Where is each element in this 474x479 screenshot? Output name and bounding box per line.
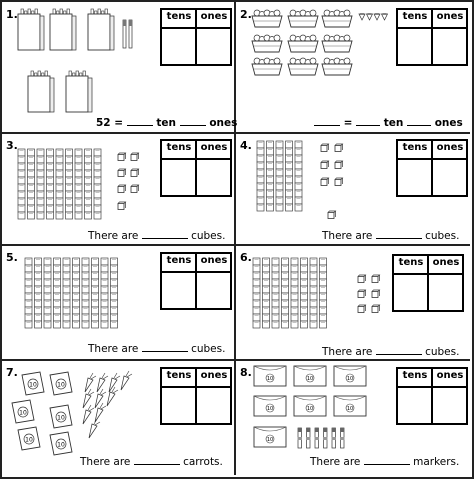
equation-line	[314, 116, 463, 129]
bag-label: 10	[25, 436, 33, 444]
answer-blank[interactable]	[142, 342, 188, 352]
marker-box-icon	[50, 9, 76, 50]
marker-pack-icon	[254, 427, 286, 447]
ten-rod-icon	[56, 149, 63, 219]
ten-rod-icon	[282, 258, 289, 328]
problem-number: 8.	[240, 366, 252, 379]
unit-cube-icon	[358, 305, 366, 313]
sentence-end: cubes.	[191, 230, 226, 242]
marker-icon	[332, 428, 337, 448]
row-divider	[0, 132, 470, 134]
marker-pack-icon	[254, 366, 286, 386]
equals-sign: =	[114, 117, 124, 129]
ten-rod-icon	[101, 258, 108, 328]
ten-rod-icon	[28, 149, 35, 219]
marker-icon	[306, 428, 311, 448]
equation-value: 52	[96, 117, 111, 129]
sentence-start: There are	[322, 230, 373, 242]
place-value-table[interactable]	[396, 8, 468, 66]
answer-sentence	[88, 342, 225, 355]
ten-rod-icon	[301, 258, 308, 328]
carrot-bag-icon	[50, 432, 72, 455]
ten-rod-icon	[82, 258, 89, 328]
tens-header: tens	[166, 255, 192, 266]
marker-icon	[123, 20, 126, 48]
pack-label: 10	[346, 376, 354, 382]
ones-answer-blank[interactable]	[180, 116, 206, 126]
place-value-table[interactable]	[160, 252, 232, 310]
strawberry-basket-icon	[252, 35, 282, 52]
ten-word: ten	[383, 117, 404, 129]
strawberry-basket-icon	[322, 58, 352, 75]
tens-header: tens	[402, 142, 428, 153]
marker-box-icon	[28, 71, 54, 112]
row-divider	[0, 359, 470, 361]
unit-cube-icon	[372, 290, 380, 298]
tens-answer-blank[interactable]	[127, 116, 153, 126]
strawberry-basket-icon	[288, 35, 318, 52]
sentence-end: markers.	[413, 456, 460, 468]
place-value-table[interactable]	[396, 367, 468, 425]
ones-word: ones	[209, 117, 238, 129]
ten-rod-icon	[320, 258, 327, 328]
unit-cube-icon	[335, 161, 343, 169]
sentence-end: cubes.	[425, 230, 460, 242]
ten-rod-icon	[276, 141, 283, 211]
pack-label: 10	[346, 406, 354, 412]
ten-rod-icon	[257, 141, 264, 211]
sentence-start: There are	[80, 456, 131, 468]
strawberry-basket-icon	[252, 58, 282, 75]
ten-rod-icon	[310, 258, 317, 328]
ones-header: ones	[432, 257, 460, 268]
ten-rod-icon	[94, 149, 101, 219]
strawberry-basket-icon	[288, 58, 318, 75]
answer-blank[interactable]	[364, 455, 410, 465]
ten-rod-icon	[111, 258, 118, 328]
marker-icon	[315, 428, 320, 448]
ten-rod-icon	[267, 141, 274, 211]
bag-label: 10	[19, 409, 27, 417]
ten-rod-icon	[263, 258, 270, 328]
unit-cube-icon	[131, 185, 139, 193]
sentence-start: There are	[88, 230, 139, 242]
answer-blank[interactable]	[134, 455, 180, 465]
marker-pack-icon	[334, 366, 366, 386]
unit-cube-icon	[118, 185, 126, 193]
unit-cube-icon	[358, 290, 366, 298]
sentence-start: There are	[88, 343, 139, 355]
bag-label: 10	[29, 381, 37, 389]
bag-label: 10	[57, 414, 65, 422]
unit-cube-icon	[358, 275, 366, 283]
marker-pack-icon	[294, 396, 326, 416]
carrot-bag-icon	[22, 372, 44, 395]
carrot-bag-icon	[50, 405, 72, 428]
ten-rod-icon	[295, 141, 302, 211]
problem-number: 4.	[240, 139, 252, 152]
marker-icon	[129, 20, 132, 48]
unit-cube-icon	[321, 161, 329, 169]
marker-box-icon	[88, 9, 114, 50]
unit-cube-icon	[328, 211, 336, 219]
sentence-end: carrots.	[183, 456, 223, 468]
strawberry-basket-icon	[322, 35, 352, 52]
answer-sentence	[80, 455, 223, 468]
unit-cube-icon	[321, 178, 329, 186]
marker-icon	[298, 428, 303, 448]
marker-pack-icon	[294, 366, 326, 386]
ten-rod-icon	[66, 149, 73, 219]
place-value-table[interactable]	[160, 367, 232, 425]
problem-number: 2.	[240, 8, 252, 21]
unit-cube-icon	[131, 169, 139, 177]
ones-header: ones	[200, 142, 228, 153]
place-value-table[interactable]	[160, 8, 232, 66]
carrot-bag-icon	[50, 372, 72, 395]
ten-rod-icon	[75, 149, 82, 219]
marker-box-icon	[66, 71, 92, 112]
sentence-end: cubes.	[191, 343, 226, 355]
pack-label: 10	[266, 376, 274, 382]
ten-rod-icon	[73, 258, 80, 328]
ten-rod-icon	[63, 258, 70, 328]
problem-number: 3.	[6, 139, 18, 152]
answer-blank[interactable]	[376, 229, 422, 239]
tens-header: tens	[402, 370, 428, 381]
unit-cube-icon	[118, 202, 126, 210]
unit-cube-icon	[118, 169, 126, 177]
pack-label: 10	[266, 406, 274, 412]
problem-number: 5.	[6, 251, 18, 264]
problem-number: 1.	[6, 8, 18, 21]
marker-box-icon	[18, 9, 44, 50]
ten-rod-icon	[92, 258, 99, 328]
carrot-bag-icon	[12, 400, 34, 423]
tens-header: tens	[398, 257, 424, 268]
row-divider	[0, 244, 470, 246]
ten-rod-icon	[18, 149, 25, 219]
problem-number: 6.	[240, 251, 252, 264]
ones-header: ones	[436, 142, 464, 153]
marker-icon	[323, 428, 328, 448]
unit-cube-icon	[372, 275, 380, 283]
strawberry-basket-icon	[322, 10, 352, 27]
sentence-start: There are	[322, 346, 373, 358]
ones-header: ones	[200, 255, 228, 266]
problem-number: 7.	[6, 366, 18, 379]
strawberry-basket-icon	[252, 10, 282, 27]
ten-rod-icon	[25, 258, 32, 328]
strawberry-basket-icon	[288, 10, 318, 27]
marker-pack-icon	[254, 396, 286, 416]
ten-rod-icon	[54, 258, 61, 328]
bag-label: 10	[57, 381, 65, 389]
unit-cube-icon	[131, 153, 139, 161]
answer-sentence	[322, 229, 459, 242]
pack-label: 10	[306, 406, 314, 412]
unit-cube-icon	[372, 305, 380, 313]
sentence-end: cubes.	[425, 346, 460, 358]
answer-blank[interactable]	[376, 345, 422, 355]
ten-rod-icon	[286, 141, 293, 211]
tens-header: tens	[402, 11, 428, 22]
equation-line	[96, 116, 237, 129]
answer-sentence	[322, 345, 459, 358]
ten-rod-icon	[85, 149, 92, 219]
tens-header: tens	[166, 11, 192, 22]
answer-blank[interactable]	[142, 229, 188, 239]
pack-label: 10	[306, 376, 314, 382]
marker-pack-icon	[334, 396, 366, 416]
unit-cube-icon	[118, 153, 126, 161]
answer-sentence	[88, 229, 225, 242]
ones-answer-blank[interactable]	[407, 116, 431, 126]
marker-icon	[340, 428, 345, 448]
place-value-table[interactable]	[396, 139, 468, 197]
ones-header: ones	[200, 11, 228, 22]
carrot-bag-icon	[18, 427, 40, 450]
total-answer-blank[interactable]	[314, 116, 340, 126]
ones-word: ones	[434, 117, 463, 129]
ten-rod-icon	[272, 258, 279, 328]
tens-answer-blank[interactable]	[356, 116, 380, 126]
ten-rod-icon	[44, 258, 51, 328]
ones-header: ones	[436, 11, 464, 22]
tens-header: tens	[166, 142, 192, 153]
unit-cube-icon	[335, 178, 343, 186]
ten-rod-icon	[35, 258, 42, 328]
ten-rod-icon	[37, 149, 44, 219]
ten-word: ten	[156, 117, 177, 129]
ten-rod-icon	[291, 258, 298, 328]
tens-header: tens	[166, 370, 192, 381]
place-value-table[interactable]	[160, 139, 232, 197]
unit-cube-icon	[335, 144, 343, 152]
pack-label: 10	[266, 437, 274, 443]
answer-sentence	[310, 455, 459, 468]
column-divider	[234, 0, 236, 475]
bag-label: 10	[57, 441, 65, 449]
place-value-table[interactable]	[392, 254, 464, 312]
ten-rod-icon	[47, 149, 54, 219]
ones-header: ones	[200, 370, 228, 381]
ten-rod-icon	[253, 258, 260, 328]
ones-header: ones	[436, 370, 464, 381]
unit-cube-icon	[321, 144, 329, 152]
equals-sign: =	[343, 117, 353, 129]
sentence-start: There are	[310, 456, 361, 468]
